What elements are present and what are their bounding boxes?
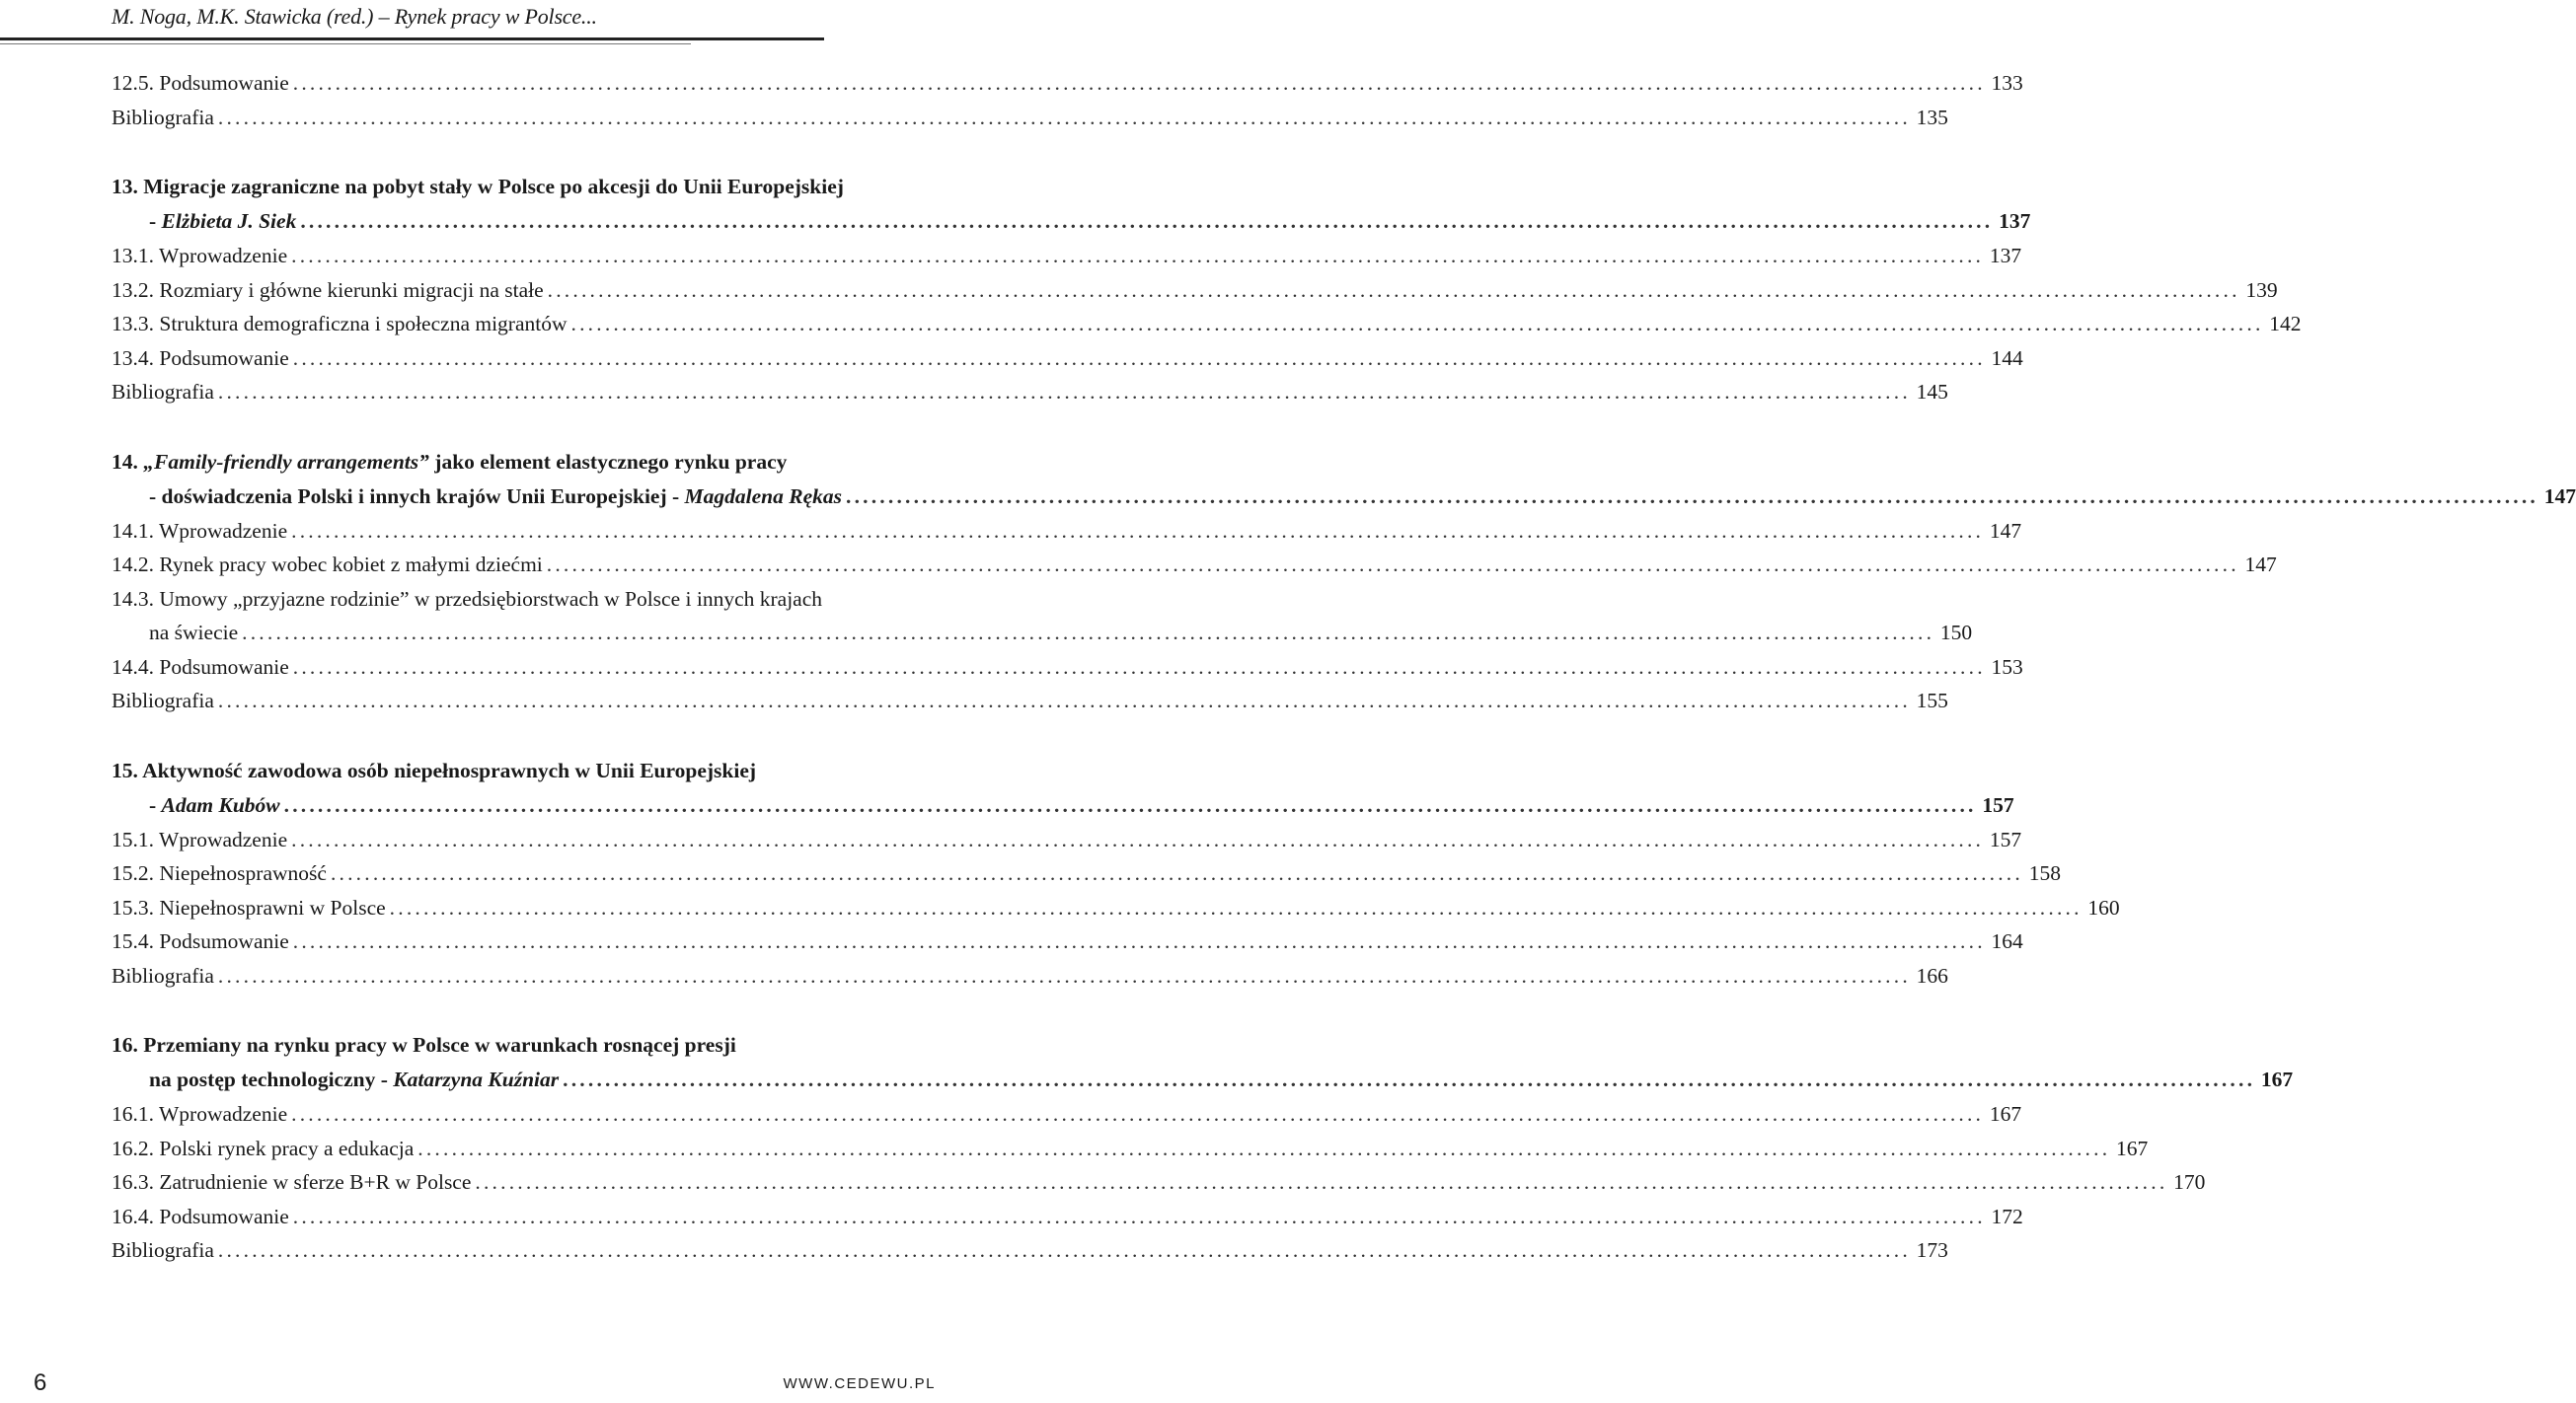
entry-label: 16.3. Zatrudnienie w sferze B+R w Polsce xyxy=(112,1170,472,1194)
chapter-title-part: - xyxy=(149,209,162,233)
toc-entry xyxy=(112,345,2023,381)
dot-leader: ........................................................................................................................................................................................................ xyxy=(330,861,2023,885)
chapter-author-line xyxy=(149,793,280,818)
dot-leader: ........................................................................................................................................................................................................ xyxy=(417,1136,2111,1160)
dot-leader: ........................................................................................................................................................................................................ xyxy=(217,105,1911,129)
toc-entry xyxy=(112,1238,1948,1273)
page-ref: 147 xyxy=(2543,483,2576,508)
toc-entry xyxy=(112,654,2023,690)
page-ref: 139 xyxy=(2245,277,2278,302)
section-gap xyxy=(112,139,926,175)
page-ref: 167 xyxy=(1989,1102,2022,1126)
page-ref: 142 xyxy=(2269,312,2302,335)
section-gap xyxy=(112,997,926,1033)
entry-label: 16.1. Wprowadzenie xyxy=(112,1102,288,1126)
page-number: 6 xyxy=(34,1369,47,1396)
page-ref: 167 xyxy=(2116,1136,2149,1160)
running-header: M. Noga, M.K. Stawicka (red.) – Rynek pracy w Polsce... xyxy=(112,4,597,29)
entry-label: 15.1. Wprowadzenie xyxy=(112,827,288,851)
page-ref: 153 xyxy=(1991,654,2023,679)
dot-leader: ........................................................................................................................................................................................................ xyxy=(217,963,1911,988)
toc-chapter-title xyxy=(112,1033,926,1068)
chapter-title-part: na postęp technologiczny - xyxy=(149,1068,394,1091)
dot-leader: ........................................................................................................................................................................................................ xyxy=(291,827,1985,851)
section-gap xyxy=(112,414,926,450)
toc-entry xyxy=(112,553,2277,587)
chapter-title-part: 16. Przemiany na rynku pracy w Polsce w warunkach rosnącej presji xyxy=(112,1033,736,1057)
dot-leader: ........................................................................................................................................................................................................ xyxy=(291,1102,1985,1126)
dot-leader: ........................................................................................................................................................................................................ xyxy=(389,895,2083,920)
entry-label: Bibliografia xyxy=(112,380,214,404)
entry-label: Bibliografia xyxy=(112,1238,214,1262)
page-ref: 147 xyxy=(1989,518,2022,543)
chapter-title-text xyxy=(112,175,844,199)
chapter-title-part: jako element elastycznego rynku pracy xyxy=(428,449,788,474)
dot-leader: ........................................................................................................................................................................................................ xyxy=(300,209,1994,233)
entry-label: 12.5. Podsumowanie xyxy=(112,71,289,95)
publisher-url: WWW.CEDEWU.PL xyxy=(783,1375,936,1392)
page-ref: 155 xyxy=(1916,689,1948,712)
toc-entry xyxy=(112,1204,2023,1239)
toc-entry xyxy=(112,827,2022,862)
page-ref: 150 xyxy=(1939,621,1973,644)
dot-leader: ........................................................................................................................................................................................................ xyxy=(563,1068,2256,1091)
dot-leader: ........................................................................................................................................................................................................ xyxy=(242,621,1935,644)
subsection-label: 14.3. Umowy „przyjazne rodzinie” w przedsiębiorstwach w Polsce i innych krajach xyxy=(112,586,823,611)
header-rule xyxy=(0,37,824,40)
dot-leader: ........................................................................................................................................................................................................ xyxy=(283,792,1977,817)
toc-chapter-title xyxy=(112,450,926,484)
entry-label: na świecie xyxy=(149,621,239,644)
dot-leader: ........................................................................................................................................................................................................ xyxy=(292,1204,1986,1228)
page-ref: 144 xyxy=(1991,345,2023,370)
toc-entry xyxy=(112,895,2120,930)
chapter-author: Adam Kubów xyxy=(161,792,280,817)
chapter-title-part: 13. Migracje zagraniczne na pobyt stały w Polsce po akcesji do Unii Europejskiej xyxy=(112,175,844,198)
dot-leader: ........................................................................................................................................................................................................ xyxy=(475,1170,2168,1194)
toc-chapter-entry xyxy=(112,209,2031,244)
toc-entry xyxy=(112,518,2022,554)
page-ref: 157 xyxy=(1989,827,2022,851)
dot-leader: ........................................................................................................................................................................................................ xyxy=(292,654,1986,679)
page-ref: 173 xyxy=(1916,1238,1948,1262)
dot-leader: ........................................................................................................................................................................................................ xyxy=(291,518,1985,543)
chapter-title-text xyxy=(112,759,756,783)
chapter-title-part: 15. Aktywność zawodowa osób niepełnosprawnych w Unii Europejskiej xyxy=(112,758,757,782)
dot-leader: ........................................................................................................................................................................................................ xyxy=(292,71,1986,95)
chapter-title-text xyxy=(112,1033,736,1058)
toc-chapter-entry xyxy=(112,483,2576,519)
toc-entry xyxy=(112,621,1973,655)
dot-leader: ........................................................................................................................................................................................................ xyxy=(217,1238,1911,1262)
page-ref: 135 xyxy=(1916,105,1948,129)
entry-label: 14.4. Podsumowanie xyxy=(112,654,289,679)
chapter-author: Katarzyna Kuźniar xyxy=(393,1068,560,1091)
page-ref: 137 xyxy=(1989,244,2022,267)
dot-leader: ........................................................................................................................................................................................................ xyxy=(546,553,2239,576)
entry-label: 13.3. Struktura demograficzna i społeczna migrantów xyxy=(112,312,568,335)
chapter-title-part: - doświadczenia Polski i innych krajów Unii Europejskiej - xyxy=(149,483,685,508)
page-ref: 137 xyxy=(1999,209,2031,233)
page-ref: 158 xyxy=(2028,861,2061,885)
entry-label: 15.2. Niepełnosprawność xyxy=(112,861,327,885)
header-rule-thin xyxy=(0,43,691,44)
toc-entry xyxy=(112,1170,2206,1205)
page-ref: 170 xyxy=(2173,1170,2206,1194)
entry-label: 16.2. Polski rynek pracy a edukacja xyxy=(112,1136,415,1160)
dot-leader: ........................................................................................................................................................................................................ xyxy=(217,689,1911,712)
entry-label: 13.1. Wprowadzenie xyxy=(112,244,288,267)
page-ref: 166 xyxy=(1916,963,1948,988)
toc-chapter-entry xyxy=(112,792,2014,828)
page-ref: 172 xyxy=(1991,1204,2023,1228)
toc-entry xyxy=(112,277,2278,313)
toc-entry xyxy=(112,861,2061,896)
toc-chapter-title xyxy=(112,759,926,793)
page-ref: 164 xyxy=(1991,929,2023,953)
toc-entry xyxy=(112,689,1948,723)
chapter-author-line xyxy=(149,484,842,509)
chapter-title-part: - xyxy=(149,792,162,817)
chapter-author: Magdalena Rękas xyxy=(684,483,842,508)
dot-leader: ........................................................................................................................................................................................................ xyxy=(217,380,1911,404)
dot-leader: ........................................................................................................................................................................................................ xyxy=(292,345,1986,370)
entry-label: 14.1. Wprowadzenie xyxy=(112,518,288,543)
toc-entry xyxy=(112,963,1948,998)
page-ref: 167 xyxy=(2260,1068,2294,1091)
toc-subsection-title xyxy=(112,587,926,622)
chapter-author-line xyxy=(149,1068,559,1092)
entry-label: Bibliografia xyxy=(112,963,214,988)
section-gap xyxy=(112,723,926,759)
toc-chapter-entry xyxy=(112,1068,2294,1102)
page-ref: 147 xyxy=(2244,553,2277,576)
dot-leader: ........................................................................................................................................................................................................ xyxy=(570,312,2264,335)
toc-entry xyxy=(112,929,2023,964)
dot-leader: ........................................................................................................................................................................................................ xyxy=(547,277,2240,302)
toc-entry xyxy=(112,244,2022,278)
entry-label: 13.4. Podsumowanie xyxy=(112,345,289,370)
page-ref: 145 xyxy=(1916,380,1948,404)
entry-label: 16.4. Podsumowanie xyxy=(112,1204,289,1228)
table-of-contents xyxy=(112,71,2576,1273)
toc-entry xyxy=(112,105,1948,140)
chapter-title-quoted: „Family-friendly arrangements” xyxy=(143,449,429,474)
chapter-author-line xyxy=(149,209,296,234)
entry-label: 13.2. Rozmiary i główne kierunki migracji na stałe xyxy=(112,277,544,302)
dot-leader: ........................................................................................................................................................................................................ xyxy=(292,929,1986,953)
dot-leader: ........................................................................................................................................................................................................ xyxy=(846,483,2538,508)
toc-entry xyxy=(112,1136,2149,1171)
toc-entry xyxy=(112,380,1948,414)
page-ref: 133 xyxy=(1991,71,2023,95)
toc-chapter-title xyxy=(112,175,926,209)
entry-label: 15.4. Podsumowanie xyxy=(112,929,289,953)
page-ref: 157 xyxy=(1982,792,2014,817)
entry-label: 14.2. Rynek pracy wobec kobiet z małymi dziećmi xyxy=(112,553,543,576)
chapter-author: Elżbieta J. Siek xyxy=(161,209,297,233)
entry-label: Bibliografia xyxy=(112,105,214,129)
chapter-title-part: 14. xyxy=(112,449,144,474)
entry-label: 15.3. Niepełnosprawni w Polsce xyxy=(112,895,386,920)
dot-leader: ........................................................................................................................................................................................................ xyxy=(291,244,1985,267)
page-ref: 160 xyxy=(2087,895,2120,920)
toc-entry xyxy=(112,312,2302,346)
entry-label: Bibliografia xyxy=(112,689,214,712)
chapter-title-text xyxy=(112,450,787,475)
toc-entry xyxy=(112,1102,2022,1137)
toc-entry xyxy=(112,71,2023,106)
